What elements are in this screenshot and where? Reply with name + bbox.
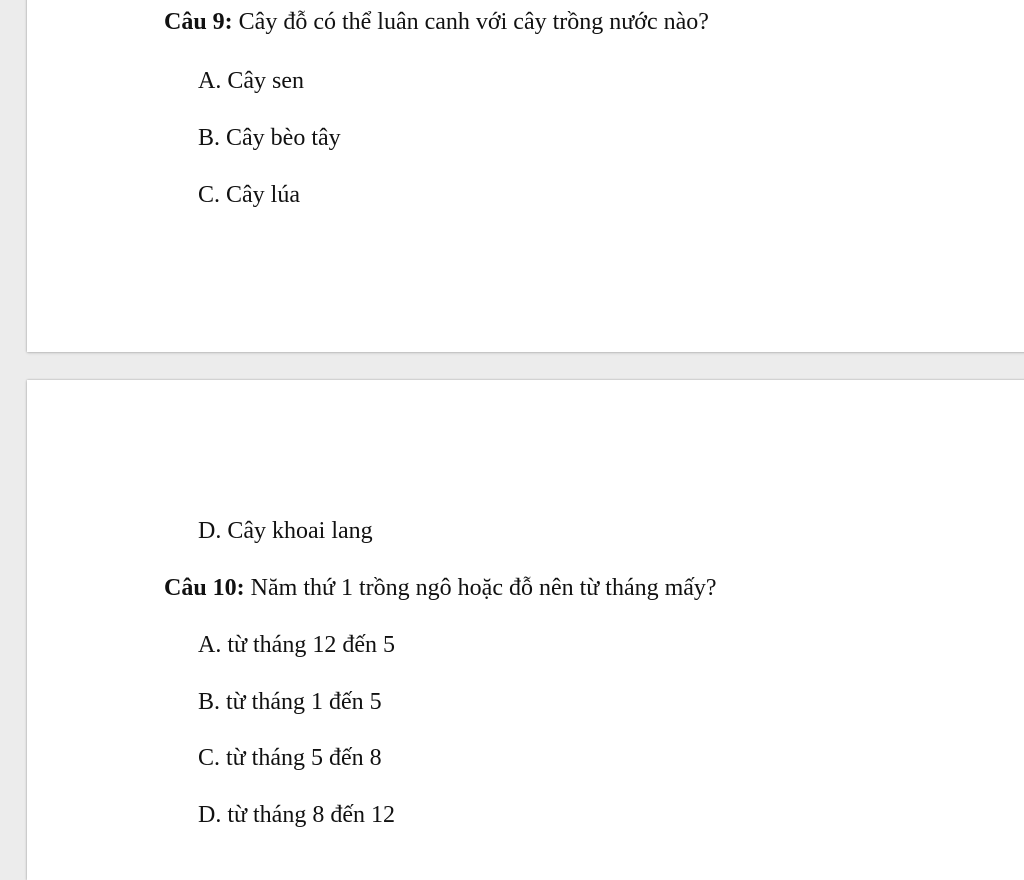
question-9-option-b: B. Cây bèo tây	[198, 125, 341, 151]
question-9-option-d: D. Cây khoai lang	[198, 518, 373, 544]
question-9-option-a: A. Cây sen	[198, 68, 304, 94]
question-10-text: Năm thứ 1 trồng ngô hoặc đỗ nên từ tháng mấy?	[244, 575, 717, 601]
document-page-2	[27, 380, 1024, 880]
question-10-option-d: D. từ tháng 8 đến 12	[198, 802, 395, 828]
question-10	[164, 574, 717, 602]
question-9-option-c: C. Cây lúa	[198, 182, 300, 208]
question-10-option-a: A. từ tháng 12 đến 5	[198, 632, 395, 658]
question-9-text: Cây đỗ có thể luân canh với cây trồng nước nào?	[232, 9, 709, 35]
question-9-number: Câu 9:	[164, 9, 233, 35]
question-10-number: Câu 10:	[164, 575, 245, 601]
question-10-option-b: B. từ tháng 1 đến 5	[198, 689, 382, 715]
question-10-option-c: C. từ tháng 5 đến 8	[198, 745, 382, 771]
document-page-1	[27, 0, 1024, 352]
question-9	[164, 8, 709, 36]
